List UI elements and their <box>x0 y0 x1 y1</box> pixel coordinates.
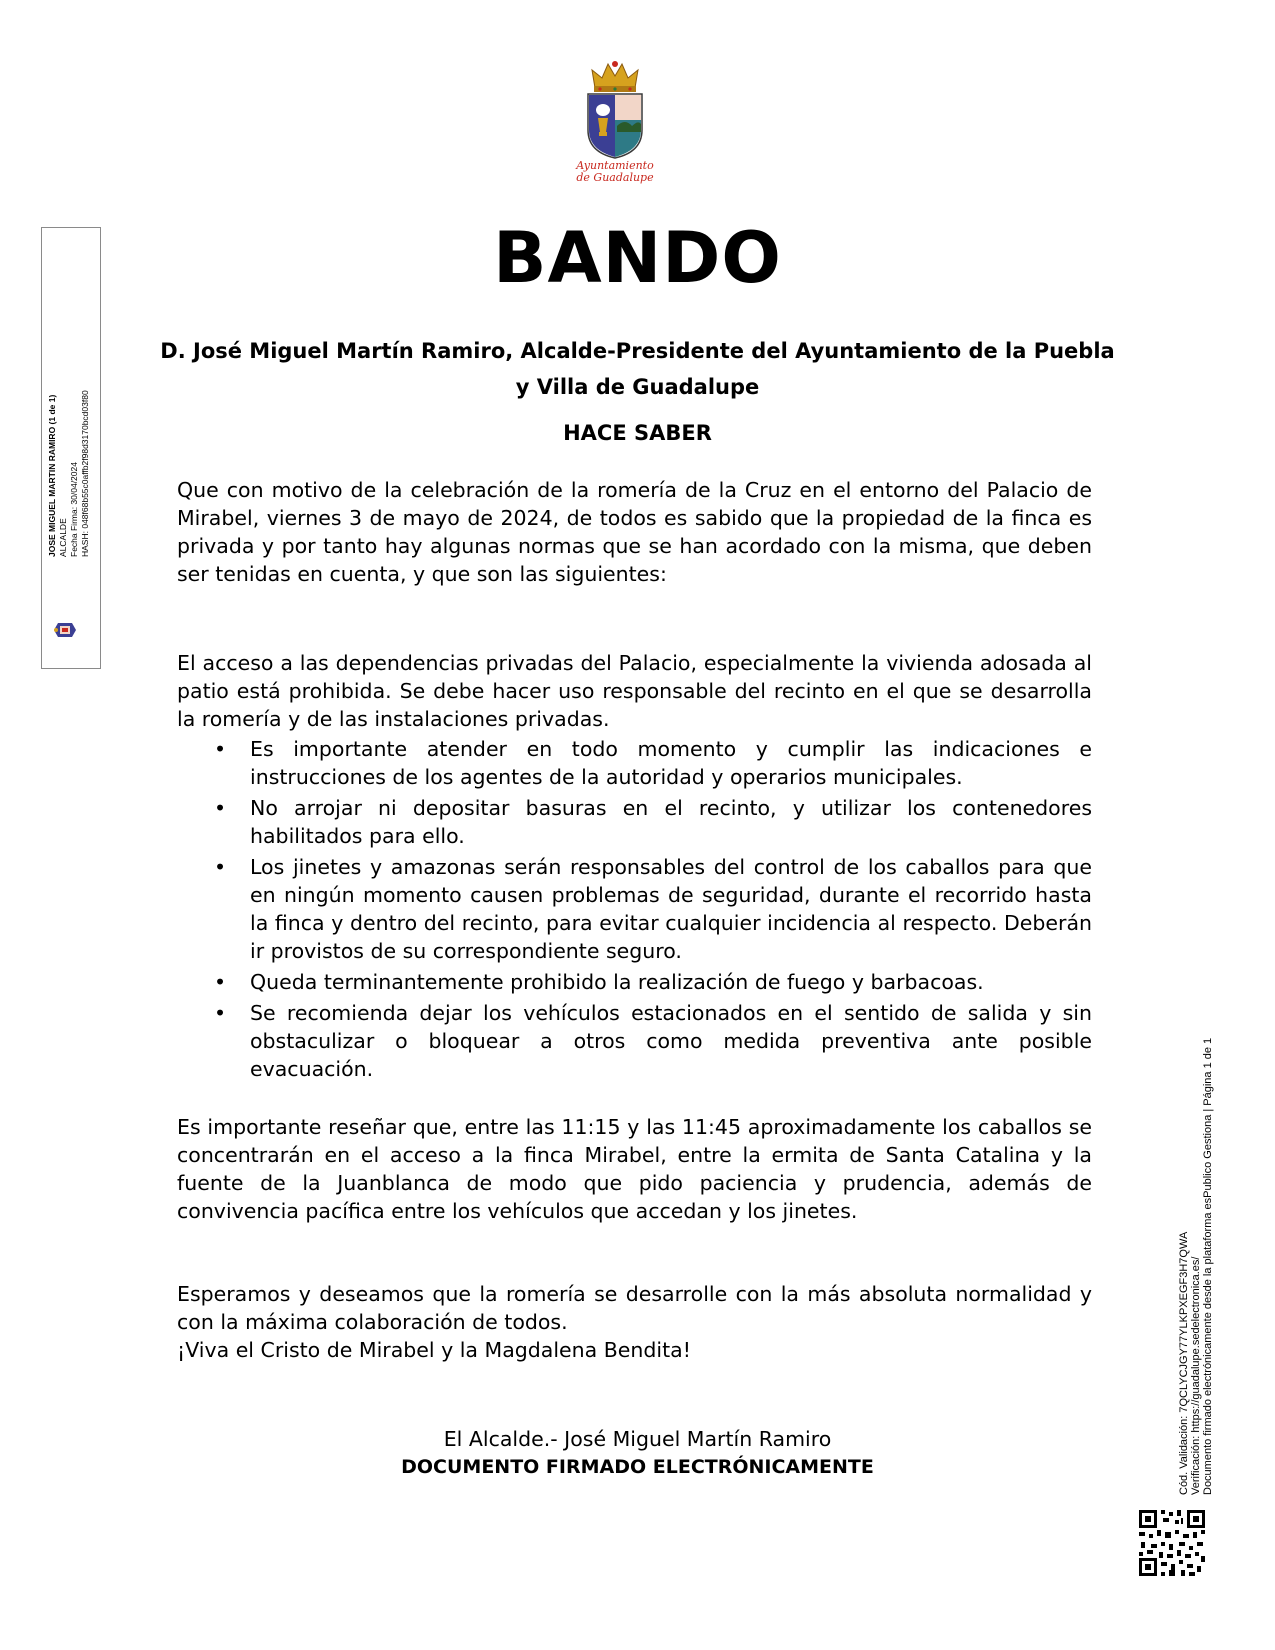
logo-caption-line2: de Guadalupe <box>576 171 654 184</box>
document-title: BANDO <box>493 217 782 299</box>
viva-line: ¡Viva el Cristo de Mirabel y la Magdalena Bendita! <box>177 1338 691 1362</box>
rules-list <box>177 735 1092 1086</box>
hace-saber-heading: HACE SABER <box>563 421 712 445</box>
list-item: • Queda terminantemente prohibido la realización de fuego y barbacoas. <box>177 968 1092 996</box>
qr-code-icon <box>1137 1508 1207 1578</box>
signature-stamp-text <box>47 357 90 557</box>
electronic-signature-notice: DOCUMENTO FIRMADO ELECTRÓNICAMENTE <box>401 1456 874 1478</box>
stamp-hash: HASH: 048f68b55c0affb2f98d3170bcd03f80 <box>80 390 90 557</box>
logo-caption-line1: Ayuntamiento <box>576 159 654 172</box>
logo-caption <box>555 160 675 184</box>
stamp-seal <box>50 620 80 640</box>
verification-url[interactable]: Verificación: https://guadalupe.sedelectronica.es/ <box>1190 1256 1202 1495</box>
list-item: • Se recomienda dejar los vehículos estacionados en el sentido de salida y sin obstaculizar o bloquear a otros como medida preventiva ante posible evacuación. <box>177 999 1092 1083</box>
access-paragraph: El acceso a las dependencias privadas del Palacio, especialmente la vivienda adosada al patio está prohibida. Se debe hacer uso responsable del recinto en el que se desarrolla la romería y de las instalaciones privadas. <box>177 651 1092 731</box>
intro-paragraph: Que con motivo de la celebración de la romería de la Cruz en el entorno del Palacio de Mirabel, viernes 3 de mayo de 2024, de todos es sabido que la propiedad de la finca es privada y por tanto hay algunas normas que se han acordado con la misma, que deben ser tenidas en cuenta, y que son las siguientes: <box>177 478 1092 586</box>
qr-code <box>1137 1508 1207 1578</box>
coat-of-arms-icon <box>570 60 660 160</box>
horses-paragraph: Es importante reseñar que, entre las 11:15 y las 11:45 aproximadamente los caballos se concentrarán en el acceso a la finca Mirabel, entre la ermita de Santa Catalina y la fuente de la Juanblanca de modo que pido paciencia y prudencia, además de convivencia pacífica entre los vehículos que accedan y los jinetes. <box>177 1115 1092 1223</box>
mayor-heading: D. José Miguel Martín Ramiro, Alcalde-Presidente del Ayuntamiento de la Puebla y Villa de Guadalupe <box>160 339 1115 399</box>
verification-strip <box>1178 1037 1214 1496</box>
closing-paragraph: Esperamos y deseamos que la romería se desarrolle con la más absoluta normalidad y con la máxima colaboración de todos. <box>177 1282 1092 1334</box>
platform-notice: Documento firmado electrónicamente desde la plataforma esPublico Gestiona | Página 1 de 1 <box>1202 1037 1214 1495</box>
validation-code: Cód. Validación: 7QCLYCJGY77YLKPXEGF3H7QWA <box>1178 1231 1190 1495</box>
list-item: • Los jinetes y amazonas serán responsables del control de los caballos para que en ningún momento causen problemas de seguridad, durante el recorrido hasta la finca y dentro del recinto, para evitar cualquier incidencia al respecto. Deberán ir provistos de su correspondiente seguro. <box>177 853 1092 965</box>
list-item: • Es importante atender en todo momento y cumplir las indicaciones e instrucciones de los agentes de la autoridad y operarios municipales. <box>177 735 1092 791</box>
stamp-signer: JOSE MIGUEL MARTIN RAMIRO (1 de 1) <box>47 394 57 557</box>
list-item: • No arrojar ni depositar basuras en el recinto, y utilizar los contenedores habilitados para ello. <box>177 794 1092 850</box>
stamp-role: ALCALDE <box>58 518 68 557</box>
stamp-date: Fecha Firma: 30/04/2024 <box>69 462 79 557</box>
signature-name: El Alcalde.- José Miguel Martín Ramiro <box>443 1427 832 1451</box>
coat-of-arms-icon <box>50 620 80 640</box>
